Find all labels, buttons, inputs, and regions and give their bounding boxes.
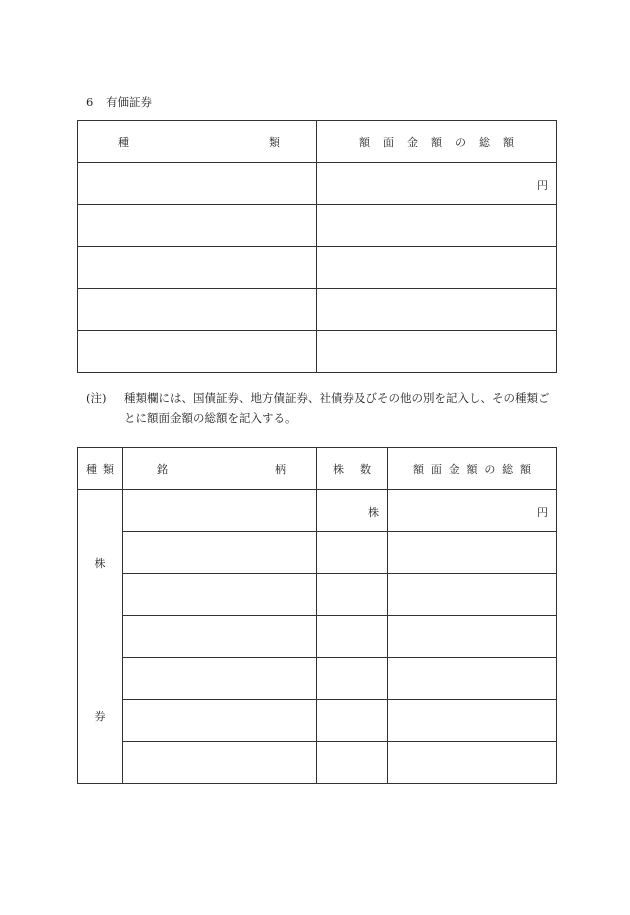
brand-cell[interactable] (123, 616, 317, 658)
shares-cell[interactable] (317, 658, 388, 700)
total-cell[interactable] (317, 331, 557, 373)
table-row (78, 490, 557, 532)
securities-table (77, 120, 557, 373)
brand-header (123, 448, 317, 490)
face-value-total-header (317, 121, 557, 163)
kind-header-char: 種 (86, 462, 97, 476)
shares-cell[interactable] (317, 532, 388, 574)
total-header-char: の (455, 135, 466, 149)
section-number: 6 (86, 95, 94, 109)
total-header-char: の (484, 462, 496, 476)
kind-certificate-label: 券 (94, 710, 106, 723)
total-header-char: 面 (383, 135, 394, 149)
section-title: 有価証券 (106, 95, 152, 109)
kind-cell[interactable] (78, 289, 317, 331)
shares-unit: 株 (368, 506, 379, 519)
total-cell[interactable] (388, 742, 557, 784)
shares-cell[interactable] (317, 742, 388, 784)
kind-cell[interactable] (78, 205, 317, 247)
total-cell[interactable] (388, 700, 557, 742)
total-header-char: 総 (479, 135, 490, 149)
total-header-char: 額 (431, 135, 442, 149)
table-row (78, 163, 557, 205)
table-row (78, 574, 557, 616)
shares-header-char: 数 (360, 462, 371, 476)
total-cell[interactable] (388, 532, 557, 574)
total-cell[interactable] (317, 163, 557, 205)
total-cell[interactable] (317, 247, 557, 289)
table-header-row (78, 448, 557, 490)
shares-cell[interactable] (317, 700, 388, 742)
brand-cell[interactable] (123, 700, 317, 742)
note-mark: (注) (86, 391, 107, 405)
table-row (78, 658, 557, 700)
total-header-char: 金 (407, 135, 418, 149)
total-header-char: 金 (448, 462, 460, 476)
shares-cell[interactable] (317, 490, 388, 532)
total-header-char: 額 (359, 135, 370, 149)
kind-header (78, 121, 317, 163)
kind-cell[interactable] (78, 247, 317, 289)
total-cell[interactable] (388, 616, 557, 658)
total-cell[interactable] (388, 574, 557, 616)
total-header-char: 額 (519, 462, 531, 476)
brand-cell[interactable] (123, 742, 317, 784)
table-row (78, 247, 557, 289)
brand-header-char: 銘 (157, 462, 168, 476)
table-header-row (78, 121, 557, 163)
shares-header-char: 株 (333, 462, 344, 476)
kind-cell[interactable] (78, 331, 317, 373)
face-value-total-header (388, 448, 557, 490)
table-row (78, 205, 557, 247)
table-row (78, 742, 557, 784)
note-text: 種類欄には、国債証券、地方債証券、社債券及びその他の別を記入し、その種類ごとに額面金額の総額を記入する。 (124, 391, 550, 425)
kind-header-char: 種 (118, 135, 129, 149)
total-cell[interactable] (317, 289, 557, 331)
kind-header (78, 448, 123, 490)
brand-cell[interactable] (123, 658, 317, 700)
kind-cell[interactable] (78, 163, 317, 205)
brand-cell[interactable] (123, 490, 317, 532)
brand-cell[interactable] (123, 574, 317, 616)
kind-header-char: 類 (269, 135, 280, 149)
kind-header-char: 類 (103, 462, 114, 476)
table-row (78, 331, 557, 373)
table-row (78, 616, 557, 658)
kind-stock-label: 株 (94, 557, 106, 570)
table-row (78, 289, 557, 331)
total-cell[interactable] (388, 490, 557, 532)
note (86, 388, 556, 428)
yen-unit: 円 (537, 179, 548, 192)
total-header-char: 総 (502, 462, 514, 476)
total-header-char: 面 (430, 462, 442, 476)
table-row (78, 532, 557, 574)
brand-header-char: 柄 (275, 462, 286, 476)
kind-merged-cell (78, 490, 123, 784)
shares-cell[interactable] (317, 574, 388, 616)
total-cell[interactable] (317, 205, 557, 247)
total-header-char: 額 (503, 135, 514, 149)
section-heading (86, 94, 152, 110)
total-header-char: 額 (466, 462, 478, 476)
stock-table (77, 447, 557, 784)
brand-cell[interactable] (123, 532, 317, 574)
shares-header (317, 448, 388, 490)
total-cell[interactable] (388, 658, 557, 700)
shares-cell[interactable] (317, 616, 388, 658)
table-row (78, 700, 557, 742)
yen-unit: 円 (537, 506, 548, 519)
total-header-char: 額 (413, 462, 424, 476)
